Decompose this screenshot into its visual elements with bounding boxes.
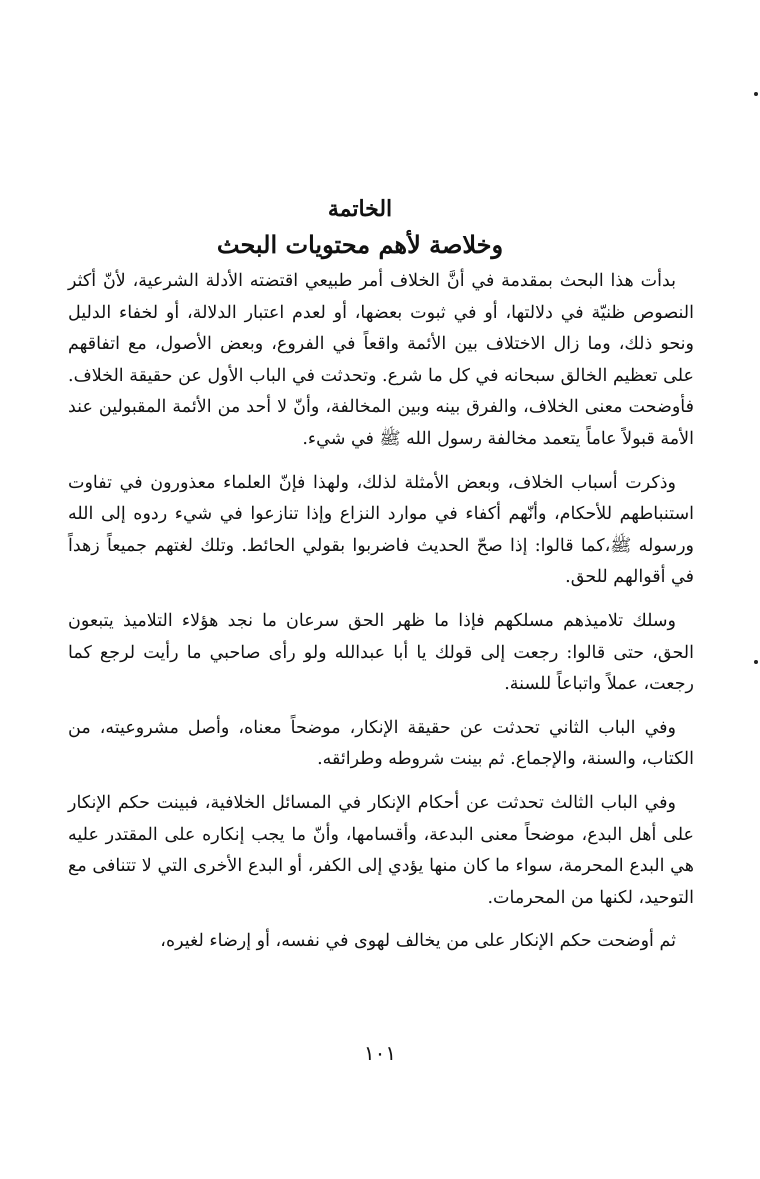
scan-speck bbox=[754, 92, 758, 96]
body-text bbox=[68, 266, 694, 970]
paragraph-causes: وذكرت أسباب الخلاف، وبعض الأمثلة لذلك، ولهذا فإنّ العلماء معذورون في تفاوت استنباطهم للأحكام، وأنّهم أكفاء في موارد النزاع وإذا تنازعوا في شيء ردوه إلى الله ورسوله ﷺ،كما قالوا: إذا صحّ الحديث فاضربوا بقولي الحائط. وتلك لغتهم جميعاً زهداً في أقوالهم للحق. bbox=[68, 472, 694, 588]
paragraph-students: وسلك تلاميذهم مسلكهم فإذا ما ظهر الحق سرعان ما نجد هؤلاء التلاميذ يتبعون الحق، حتى قالوا: رجعت إلى قولك يا أبا عبدالله ولو رأى صاحبي ما رأيت لرجع كما رجعت، عملاً واتباعاً للسنة. bbox=[68, 610, 694, 695]
paragraph-continuation: ثم أوضحت حكم الإنكار على من يخالف لهوى في نفسه، أو إرضاء لغيره، bbox=[160, 931, 676, 952]
scan-speck bbox=[754, 660, 758, 664]
paragraph-chapter-three: وفي الباب الثالث تحدثت عن أحكام الإنكار في المسائل الخلافية، فبينت حكم الإنكار على أهل البدع، موضحاً معنى البدعة، وأقسامها، وأنّ ما يجب إنكاره على المقتدر عليه هي البدع المحرمة، سواء ما كان منها يؤدي إلى الكفر، أو البدع الأخرى التي لا تتنافى مع التوحيد، لكنها من المحرمات. bbox=[68, 792, 694, 908]
paragraph-intro: بدأت هذا البحث بمقدمة في أنَّ الخلاف أمر طبيعي اقتضته الأدلة الشرعية، لأنّ أكثر النصوص ظنيّة في دلالتها، أو في ثبوت بعضها، أو لعدم اعتبار الدلالة، أو لخفاء الدليل ونحو ذلك، وما زال الاختلاف بين الأئمة واقعاً في الفروع، وبعض الأصول، مع اتفاقهم على تعظيم الخالق سبحانه في كل ما شرع. وتحدثت في الباب الأول عن حقيقة الخلاف. فأوضحت معنى الخلاف، والفرق بينه وبين المخالفة، وأنّ لا أحد من الأئمة المقبولين عند الأمة قبولاً عاماً يتعمد مخالفة رسول الله ﷺ في شيء. bbox=[68, 271, 694, 449]
paragraph-chapter-two: وفي الباب الثاني تحدثت عن حقيقة الإنكار، موضحاً معناه، وأصل مشروعيته، من الكتاب، والسنة، والإجماع. ثم بينت شروطه وطرائقه. bbox=[68, 717, 694, 770]
page-number: ١٠١ bbox=[363, 1041, 397, 1065]
chapter-title: الخاتمة bbox=[327, 196, 393, 222]
chapter-subtitle: وخلاصة لأهم محتويات البحث bbox=[216, 230, 504, 259]
